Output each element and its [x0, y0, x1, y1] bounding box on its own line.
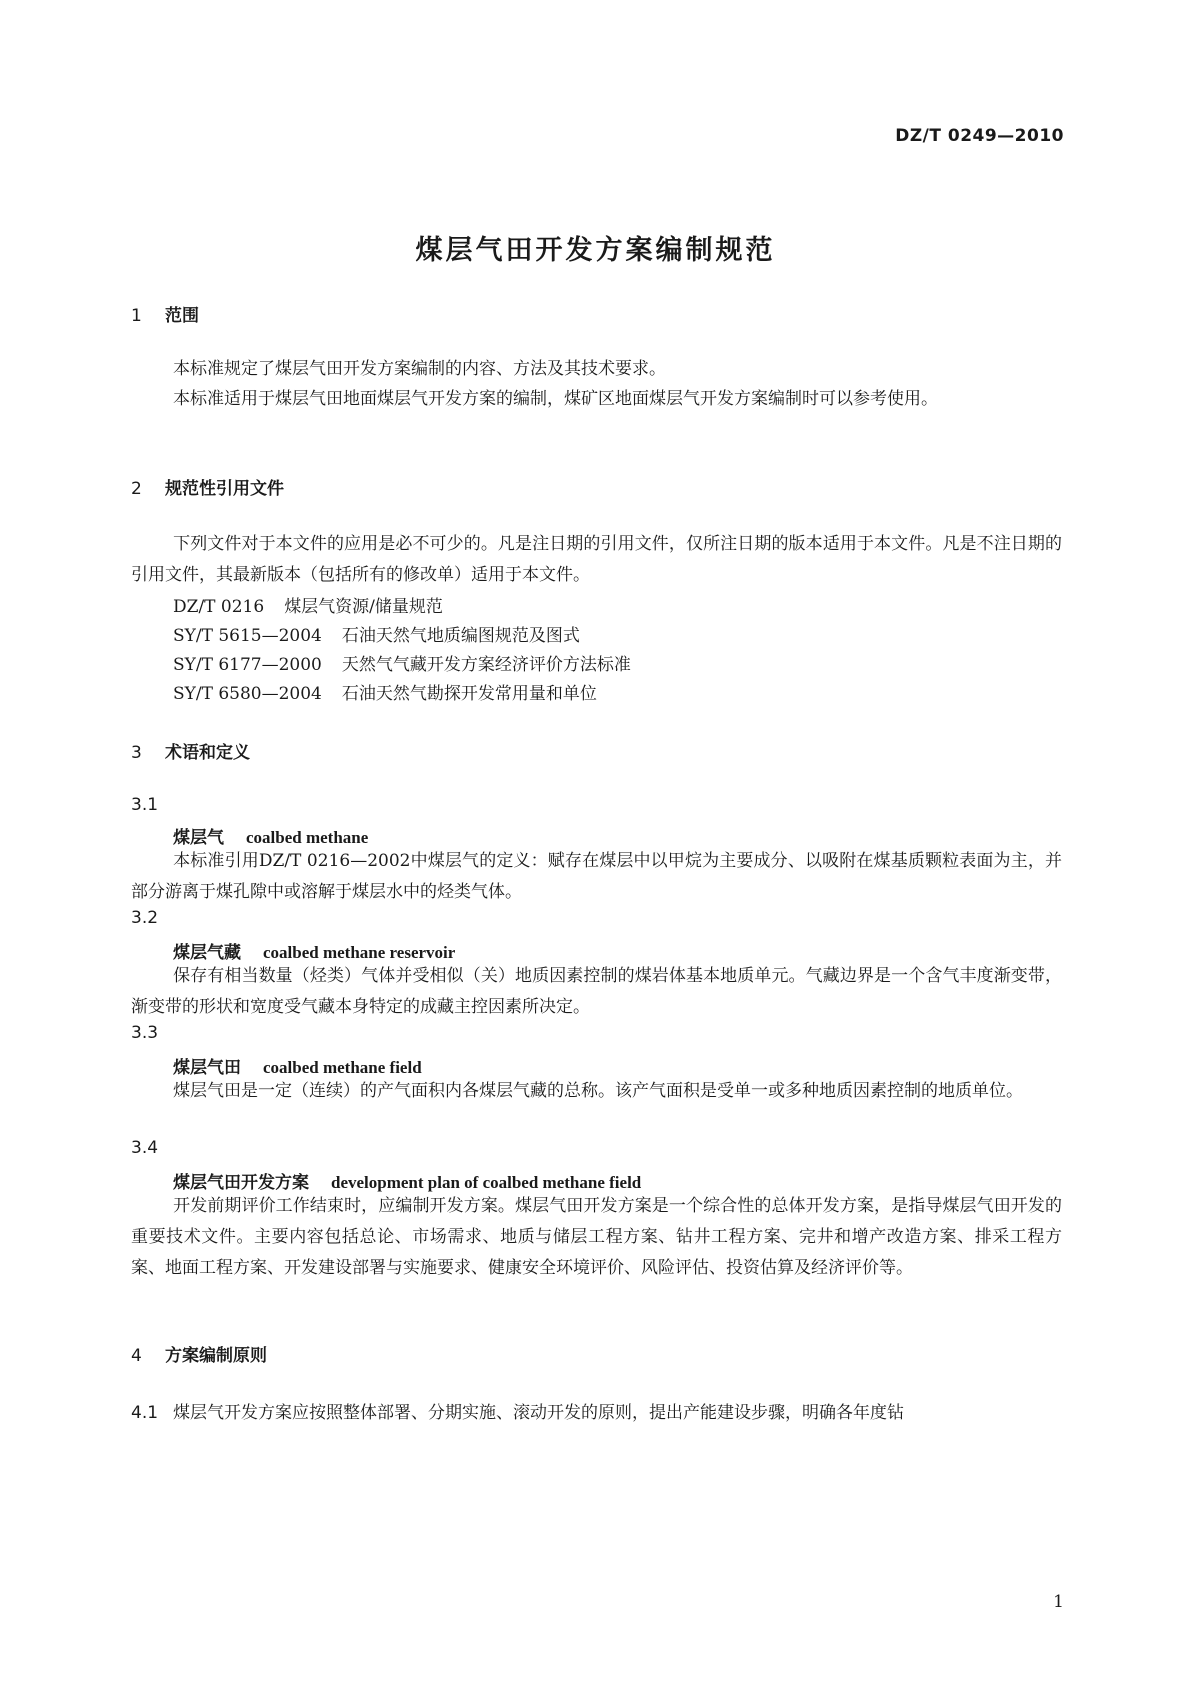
term-number: 3.3 — [131, 1023, 159, 1043]
term-number: 3.2 — [131, 908, 159, 928]
section-2-paragraph-1: 下列文件对于本文件的应用是必不可少的。凡是注日期的引用文件，仅所注日期的版本适用于本文件。凡是不注日期的引用文件，其最新版本（包括所有的修改单）适用于本文件。 — [131, 534, 1062, 585]
section-title: 范围 — [165, 306, 199, 326]
term-definition: 保存有相当数量（烃类）气体并受相似（关）地质因素控制的煤岩体基本地质单元。气藏边界是一个含气丰度渐变带，渐变带的形状和宽度受气藏本身特定的成藏主控因素所决定。 — [131, 966, 1062, 1017]
term-number: 3.4 — [131, 1138, 159, 1158]
document-title: 煤层气田开发方案编制规范 — [415, 235, 776, 266]
section-1-paragraph-1: 本标准规定了煤层气田开发方案编制的内容、方法及其技术要求。 — [173, 359, 666, 379]
section-number: 2 — [131, 479, 142, 499]
reference-item: SY/T 5615—2004 石油天然气地质编图规范及图式 — [173, 626, 580, 646]
standard-code: DZ/T 0249—2010 — [895, 126, 1064, 146]
term-heading: 煤层气 coalbed methane — [173, 828, 369, 848]
term-definition: 煤层气田是一定（连续）的产气面积内各煤层气藏的总称。该产气面积是受单一或多种地质因素控制的地质单位。 — [173, 1081, 1023, 1101]
section-1-paragraph-2: 本标准适用于煤层气田地面煤层气开发方案的编制，煤矿区地面煤层气开发方案编制时可以参考使用。 — [173, 389, 938, 409]
term-heading: 煤层气藏 coalbed methane reservoir — [173, 943, 456, 963]
clause-number: 4.1 — [131, 1403, 159, 1423]
section-3-heading — [131, 738, 250, 763]
section-title: 规范性引用文件 — [165, 479, 284, 499]
reference-item: DZ/T 0216 煤层气资源/储量规范 — [173, 597, 443, 617]
term-definition: 本标准引用DZ/T 0216—2002中煤层气的定义：赋存在煤层中以甲烷为主要成分、以吸附在煤基质颗粒表面为主，并部分游离于煤孔隙中或溶解于煤层水中的烃类气体。 — [131, 851, 1062, 902]
term-heading: 煤层气田开发方案 development plan of coalbed methane field — [173, 1173, 642, 1193]
section-2-heading — [131, 474, 284, 499]
section-title: 方案编制原则 — [165, 1346, 267, 1366]
section-number: 3 — [131, 743, 142, 763]
section-title: 术语和定义 — [165, 743, 250, 763]
section-number: 4 — [131, 1346, 142, 1366]
term-number: 3.1 — [131, 795, 159, 815]
reference-item: SY/T 6580—2004 石油天然气勘探开发常用量和单位 — [173, 684, 597, 704]
reference-item: SY/T 6177—2000 天然气气藏开发方案经济评价方法标准 — [173, 655, 631, 675]
term-definition: 开发前期评价工作结束时，应编制开发方案。煤层气田开发方案是一个综合性的总体开发方案，是指导煤层气田开发的重要技术文件。主要内容包括总论、市场需求、地质与储层工程方案、钻井工程方案、完井和增产改造方案、排采工程方案、地面工程方案、开发建设部署与实施要求、健康安全环境评价、风险评估、投资估算及经济评价等。 — [131, 1196, 1062, 1278]
page-number: 1 — [1053, 1592, 1064, 1612]
clause-text: 煤层气开发方案应按照整体部署、分期实施、滚动开发的原则，提出产能建设步骤，明确各年度钻 — [173, 1403, 904, 1423]
section-1-heading — [131, 301, 199, 326]
term-heading: 煤层气田 coalbed methane field — [173, 1058, 422, 1078]
section-4-heading — [131, 1341, 267, 1366]
clause-4-1 — [131, 1398, 1062, 1423]
section-number: 1 — [131, 306, 142, 326]
